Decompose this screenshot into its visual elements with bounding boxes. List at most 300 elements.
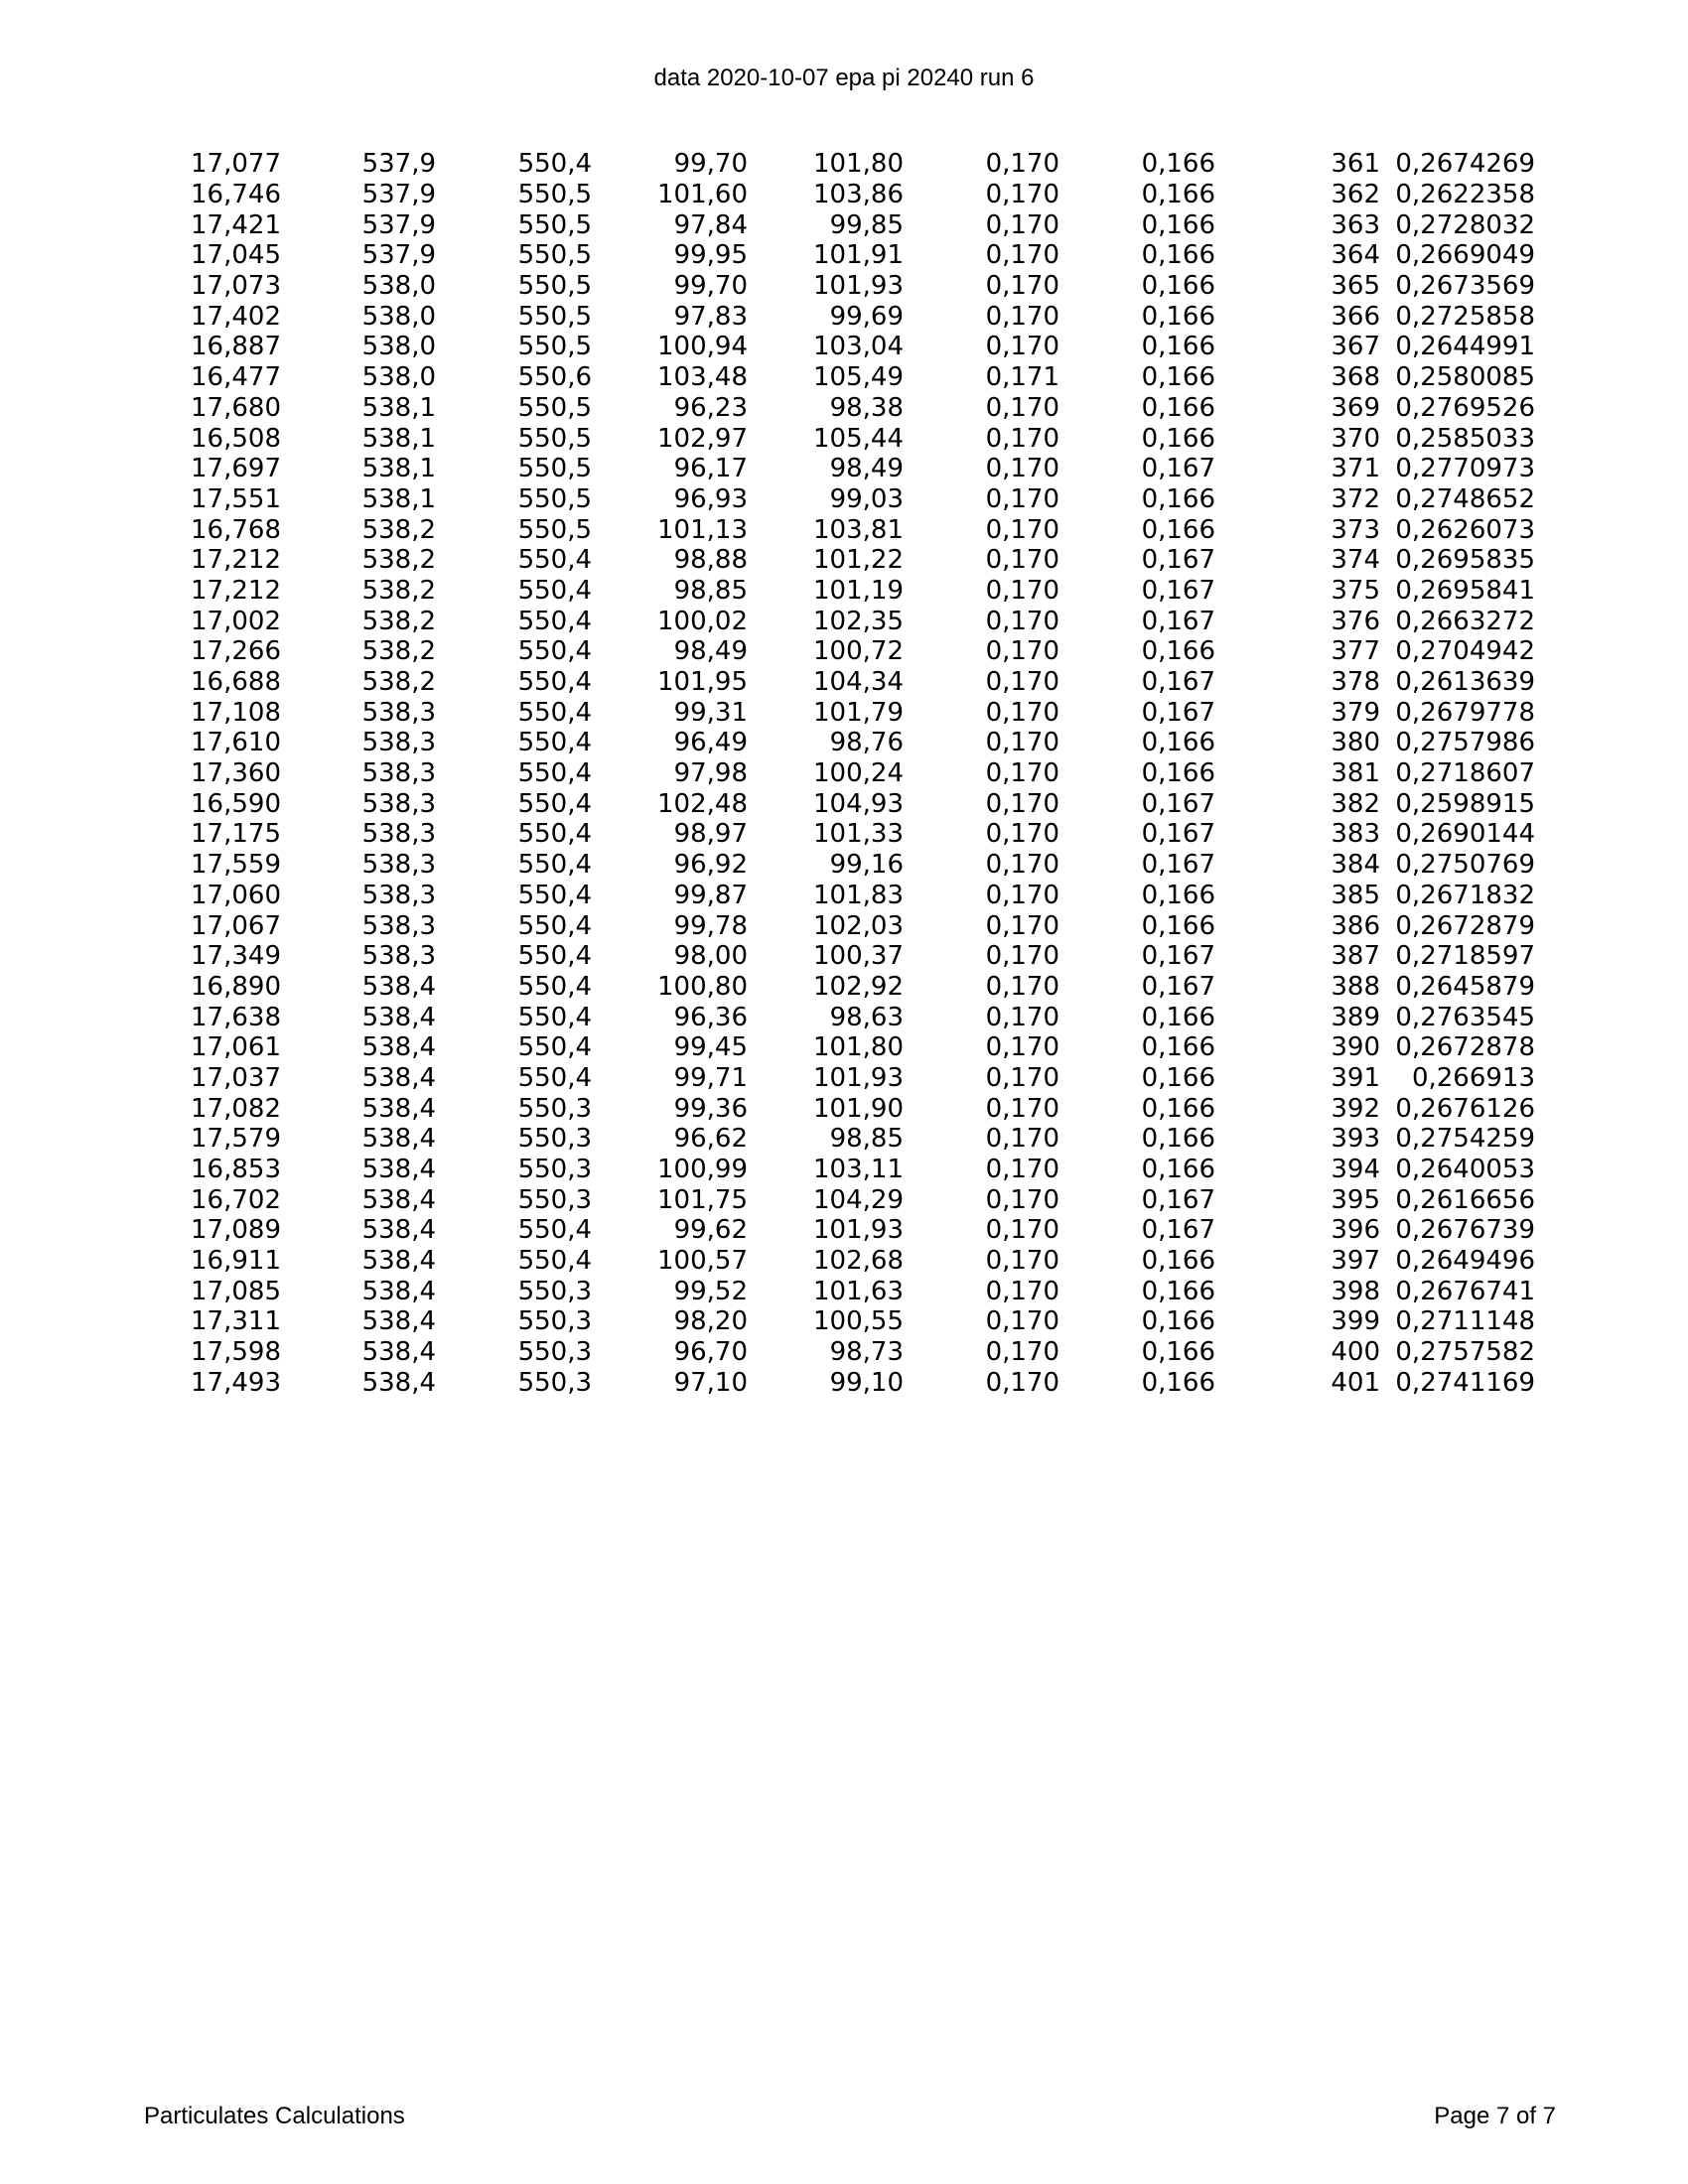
table-cell: 102,03 xyxy=(813,910,904,941)
table-row xyxy=(174,576,1535,607)
table-cell: 0,166 xyxy=(1141,332,1215,362)
table-cell: 393 xyxy=(1331,1124,1380,1155)
table-cell: 96,92 xyxy=(673,850,748,881)
table-cell: 17,559 xyxy=(191,850,281,881)
table-cell: 101,75 xyxy=(657,1184,748,1215)
table-cell: 0,2718607 xyxy=(1395,758,1535,789)
table-cell: 0,170 xyxy=(985,1184,1059,1215)
table-cell: 101,90 xyxy=(813,1093,904,1124)
table-cell: 0,170 xyxy=(985,301,1059,332)
table-cell: 16,853 xyxy=(191,1155,281,1185)
table-cell: 16,508 xyxy=(191,423,281,454)
table-cell: 17,108 xyxy=(191,697,281,728)
table-cell: 17,045 xyxy=(191,240,281,271)
table-row xyxy=(174,697,1535,728)
table-cell: 537,9 xyxy=(361,149,436,180)
table-cell: 0,166 xyxy=(1141,1002,1215,1032)
table-cell: 538,3 xyxy=(361,788,436,819)
table-cell: 99,16 xyxy=(829,850,904,881)
table-cell: 99,10 xyxy=(829,1367,904,1398)
table-cell: 0,2598915 xyxy=(1395,788,1535,819)
table-cell: 0,170 xyxy=(985,636,1059,667)
table-cell: 97,10 xyxy=(673,1367,748,1398)
table-cell: 0,170 xyxy=(985,880,1059,910)
table-cell: 100,37 xyxy=(813,941,904,972)
table-cell: 538,3 xyxy=(361,728,436,758)
table-cell: 0,170 xyxy=(985,209,1059,240)
table-cell: 550,3 xyxy=(517,1155,592,1185)
table-cell: 0,166 xyxy=(1141,483,1215,514)
table-cell: 550,3 xyxy=(517,1093,592,1124)
table-cell: 17,638 xyxy=(191,1002,281,1032)
table-cell: 538,3 xyxy=(361,850,436,881)
table-cell: 0,266913 xyxy=(1411,1062,1535,1093)
table-cell: 103,48 xyxy=(657,362,748,393)
table-cell: 17,360 xyxy=(191,758,281,789)
table-cell: 0,2626073 xyxy=(1395,514,1535,545)
table-cell: 0,166 xyxy=(1141,423,1215,454)
table-cell: 387 xyxy=(1331,941,1380,972)
table-row xyxy=(174,209,1535,240)
table-cell: 0,170 xyxy=(985,332,1059,362)
table-cell: 17,089 xyxy=(191,1215,281,1246)
table-cell: 16,911 xyxy=(191,1246,281,1277)
table-cell: 103,86 xyxy=(813,180,904,210)
table-cell: 0,170 xyxy=(985,667,1059,698)
table-cell: 0,170 xyxy=(985,1215,1059,1246)
table-cell: 96,70 xyxy=(673,1337,748,1368)
table-cell: 369 xyxy=(1331,392,1380,423)
table-row xyxy=(174,180,1535,210)
table-cell: 98,85 xyxy=(673,575,748,606)
table-cell: 0,171 xyxy=(985,362,1059,393)
table-cell: 550,5 xyxy=(517,180,592,210)
table-cell: 0,2754259 xyxy=(1395,1124,1535,1155)
table-cell: 0,167 xyxy=(1141,667,1215,698)
table-cell: 0,167 xyxy=(1141,697,1215,728)
table-cell: 0,170 xyxy=(985,423,1059,454)
table-row xyxy=(174,788,1535,819)
table-cell: 0,170 xyxy=(985,1246,1059,1277)
table-cell: 98,73 xyxy=(829,1337,904,1368)
table-cell: 0,167 xyxy=(1141,971,1215,1002)
table-cell: 0,167 xyxy=(1141,850,1215,881)
table-cell: 96,17 xyxy=(673,454,748,484)
table-cell: 379 xyxy=(1331,697,1380,728)
table-cell: 17,073 xyxy=(191,271,281,302)
table-cell: 0,2644991 xyxy=(1395,332,1535,362)
table-cell: 96,49 xyxy=(673,728,748,758)
table-cell: 0,166 xyxy=(1141,240,1215,271)
table-cell: 538,0 xyxy=(361,362,436,393)
table-cell: 0,166 xyxy=(1141,209,1215,240)
table-cell: 99,87 xyxy=(673,880,748,910)
table-row xyxy=(174,1306,1535,1337)
table-cell: 0,166 xyxy=(1141,1155,1215,1185)
table-cell: 0,170 xyxy=(985,483,1059,514)
table-cell: 99,62 xyxy=(673,1215,748,1246)
table-cell: 0,2616656 xyxy=(1395,1184,1535,1215)
table-cell: 98,85 xyxy=(829,1124,904,1155)
table-cell: 378 xyxy=(1331,667,1380,698)
table-cell: 102,48 xyxy=(657,788,748,819)
table-cell: 103,81 xyxy=(813,514,904,545)
table-cell: 99,31 xyxy=(673,697,748,728)
table-cell: 0,2769526 xyxy=(1395,392,1535,423)
table-cell: 386 xyxy=(1331,910,1380,941)
table-cell: 98,49 xyxy=(673,636,748,667)
table-cell: 98,49 xyxy=(829,454,904,484)
table-cell: 0,170 xyxy=(985,454,1059,484)
table-cell: 538,3 xyxy=(361,941,436,972)
table-cell: 374 xyxy=(1331,545,1380,576)
table-cell: 100,24 xyxy=(813,758,904,789)
table-row xyxy=(174,819,1535,850)
page-header-title: data 2020-10-07 epa pi 20240 run 6 xyxy=(653,65,1035,91)
table-cell: 101,19 xyxy=(813,575,904,606)
table-cell: 550,5 xyxy=(517,454,592,484)
table-row xyxy=(174,1246,1535,1277)
table-cell: 0,166 xyxy=(1141,362,1215,393)
table-cell: 0,167 xyxy=(1141,575,1215,606)
table-cell: 538,3 xyxy=(361,819,436,850)
table-cell: 550,4 xyxy=(517,1032,592,1063)
table-cell: 538,1 xyxy=(361,454,436,484)
table-cell: 0,170 xyxy=(985,728,1059,758)
table-row xyxy=(174,362,1535,393)
table-row xyxy=(174,1215,1535,1246)
table-cell: 385 xyxy=(1331,880,1380,910)
table-cell: 550,5 xyxy=(517,301,592,332)
table-cell: 367 xyxy=(1331,332,1380,362)
table-cell: 0,2671832 xyxy=(1395,880,1535,910)
table-row xyxy=(174,1276,1535,1306)
table-cell: 368 xyxy=(1331,362,1380,393)
table-row xyxy=(174,1368,1535,1399)
table-row xyxy=(174,941,1535,972)
table-cell: 550,4 xyxy=(517,606,592,636)
table-cell: 17,077 xyxy=(191,149,281,180)
table-cell: 538,4 xyxy=(361,1184,436,1215)
table-cell: 550,4 xyxy=(517,1002,592,1032)
table-cell: 0,2640053 xyxy=(1395,1155,1535,1185)
table-cell: 0,170 xyxy=(985,1337,1059,1368)
table-cell: 0,170 xyxy=(985,697,1059,728)
table-cell: 17,598 xyxy=(191,1337,281,1368)
table-cell: 0,170 xyxy=(985,941,1059,972)
table-cell: 17,060 xyxy=(191,880,281,910)
table-cell: 370 xyxy=(1331,423,1380,454)
table-cell: 0,166 xyxy=(1141,301,1215,332)
table-cell: 0,166 xyxy=(1141,728,1215,758)
table-cell: 99,52 xyxy=(673,1276,748,1306)
table-cell: 101,80 xyxy=(813,1032,904,1063)
table-cell: 0,170 xyxy=(985,545,1059,576)
table-cell: 538,4 xyxy=(361,1215,436,1246)
table-cell: 550,4 xyxy=(517,697,592,728)
table-cell: 0,2585033 xyxy=(1395,423,1535,454)
table-cell: 17,402 xyxy=(191,301,281,332)
table-cell: 382 xyxy=(1331,788,1380,819)
table-cell: 550,4 xyxy=(517,758,592,789)
table-cell: 0,2725858 xyxy=(1395,301,1535,332)
table-cell: 550,4 xyxy=(517,1062,592,1093)
table-cell: 0,170 xyxy=(985,1155,1059,1185)
table-cell: 96,23 xyxy=(673,392,748,423)
table-cell: 101,13 xyxy=(657,514,748,545)
table-cell: 550,3 xyxy=(517,1276,592,1306)
table-cell: 98,88 xyxy=(673,545,748,576)
table-cell: 0,166 xyxy=(1141,271,1215,302)
table-cell: 17,212 xyxy=(191,575,281,606)
table-cell: 0,2645879 xyxy=(1395,971,1535,1002)
table-cell: 0,167 xyxy=(1141,454,1215,484)
table-cell: 103,11 xyxy=(813,1155,904,1185)
table-row xyxy=(174,728,1535,758)
table-cell: 373 xyxy=(1331,514,1380,545)
table-cell: 99,70 xyxy=(673,271,748,302)
table-cell: 550,4 xyxy=(517,728,592,758)
table-cell: 538,4 xyxy=(361,1306,436,1337)
table-cell: 390 xyxy=(1331,1032,1380,1063)
table-cell: 99,85 xyxy=(829,209,904,240)
table-cell: 538,4 xyxy=(361,1062,436,1093)
table-cell: 99,70 xyxy=(673,149,748,180)
table-cell: 105,49 xyxy=(813,362,904,393)
table-cell: 550,4 xyxy=(517,575,592,606)
table-cell: 538,2 xyxy=(361,636,436,667)
table-cell: 101,93 xyxy=(813,1215,904,1246)
table-cell: 101,95 xyxy=(657,667,748,698)
table-cell: 0,170 xyxy=(985,1276,1059,1306)
table-cell: 0,166 xyxy=(1141,514,1215,545)
table-cell: 0,167 xyxy=(1141,1215,1215,1246)
table-cell: 538,4 xyxy=(361,1276,436,1306)
table-cell: 99,71 xyxy=(673,1062,748,1093)
table-cell: 550,4 xyxy=(517,667,592,698)
table-cell: 0,166 xyxy=(1141,1276,1215,1306)
table-cell: 371 xyxy=(1331,454,1380,484)
table-cell: 383 xyxy=(1331,819,1380,850)
table-cell: 392 xyxy=(1331,1093,1380,1124)
table-row xyxy=(174,1032,1535,1063)
table-cell: 538,4 xyxy=(361,1032,436,1063)
table-cell: 550,5 xyxy=(517,209,592,240)
table-cell: 550,3 xyxy=(517,1306,592,1337)
table-cell: 0,167 xyxy=(1141,1184,1215,1215)
table-cell: 17,421 xyxy=(191,209,281,240)
table-cell: 0,166 xyxy=(1141,1093,1215,1124)
table-cell: 96,62 xyxy=(673,1124,748,1155)
table-cell: 0,2704942 xyxy=(1395,636,1535,667)
table-cell: 17,037 xyxy=(191,1062,281,1093)
footer-document-name: Particulates Calculations xyxy=(144,2103,405,2129)
table-cell: 101,79 xyxy=(813,697,904,728)
table-cell: 550,4 xyxy=(517,880,592,910)
table-cell: 17,311 xyxy=(191,1306,281,1337)
table-cell: 0,166 xyxy=(1141,1306,1215,1337)
table-cell: 377 xyxy=(1331,636,1380,667)
table-cell: 0,170 xyxy=(985,514,1059,545)
table-cell: 550,5 xyxy=(517,483,592,514)
table-cell: 537,9 xyxy=(361,209,436,240)
table-cell: 372 xyxy=(1331,483,1380,514)
table-cell: 0,166 xyxy=(1141,636,1215,667)
table-cell: 401 xyxy=(1331,1367,1380,1398)
table-cell: 101,93 xyxy=(813,271,904,302)
table-row xyxy=(174,758,1535,789)
table-cell: 17,266 xyxy=(191,636,281,667)
table-cell: 538,0 xyxy=(361,271,436,302)
table-cell: 17,212 xyxy=(191,545,281,576)
table-cell: 538,3 xyxy=(361,697,436,728)
table-cell: 550,4 xyxy=(517,545,592,576)
table-cell: 375 xyxy=(1331,575,1380,606)
table-cell: 0,167 xyxy=(1141,606,1215,636)
table-cell: 538,0 xyxy=(361,332,436,362)
table-cell: 0,2679778 xyxy=(1395,697,1535,728)
table-row xyxy=(174,545,1535,576)
table-cell: 550,4 xyxy=(517,850,592,881)
table-cell: 399 xyxy=(1331,1306,1380,1337)
table-cell: 550,4 xyxy=(517,149,592,180)
table-cell: 99,45 xyxy=(673,1032,748,1063)
table-cell: 550,4 xyxy=(517,971,592,1002)
table-cell: 388 xyxy=(1331,971,1380,1002)
table-cell: 104,93 xyxy=(813,788,904,819)
table-cell: 98,38 xyxy=(829,392,904,423)
table-cell: 550,5 xyxy=(517,240,592,271)
table-cell: 101,91 xyxy=(813,240,904,271)
table-cell: 0,2674269 xyxy=(1395,149,1535,180)
table-cell: 0,2649496 xyxy=(1395,1246,1535,1277)
table-cell: 100,55 xyxy=(813,1306,904,1337)
table-cell: 96,93 xyxy=(673,483,748,514)
table-cell: 96,36 xyxy=(673,1002,748,1032)
table-cell: 17,610 xyxy=(191,728,281,758)
table-cell: 0,2757986 xyxy=(1395,728,1535,758)
table-cell: 0,2673569 xyxy=(1395,271,1535,302)
table-cell: 0,170 xyxy=(985,850,1059,881)
table-row xyxy=(174,1063,1535,1094)
table-cell: 0,170 xyxy=(985,971,1059,1002)
footer-page-number: Page 7 of 7 xyxy=(1434,2103,1556,2129)
table-cell: 17,082 xyxy=(191,1093,281,1124)
table-cell: 395 xyxy=(1331,1184,1380,1215)
table-cell: 0,2676126 xyxy=(1395,1093,1535,1124)
table-cell: 550,3 xyxy=(517,1124,592,1155)
table-cell: 0,2690144 xyxy=(1395,819,1535,850)
table-row xyxy=(174,1155,1535,1185)
table-cell: 0,166 xyxy=(1141,880,1215,910)
table-cell: 0,166 xyxy=(1141,1062,1215,1093)
table-cell: 0,2763545 xyxy=(1395,1002,1535,1032)
table-cell: 363 xyxy=(1331,209,1380,240)
table-cell: 550,4 xyxy=(517,819,592,850)
table-row xyxy=(174,1184,1535,1215)
table-cell: 0,170 xyxy=(985,392,1059,423)
table-cell: 538,3 xyxy=(361,758,436,789)
table-cell: 101,22 xyxy=(813,545,904,576)
table-cell: 538,4 xyxy=(361,1124,436,1155)
table-cell: 400 xyxy=(1331,1337,1380,1368)
table-row xyxy=(174,332,1535,362)
table-cell: 16,768 xyxy=(191,514,281,545)
table-cell: 17,349 xyxy=(191,941,281,972)
table-cell: 538,0 xyxy=(361,301,436,332)
table-row xyxy=(174,423,1535,454)
table-row xyxy=(174,850,1535,881)
table-cell: 0,166 xyxy=(1141,758,1215,789)
table-cell: 0,167 xyxy=(1141,545,1215,576)
table-cell: 97,83 xyxy=(673,301,748,332)
table-cell: 100,02 xyxy=(657,606,748,636)
table-row xyxy=(174,606,1535,636)
table-row xyxy=(174,1002,1535,1032)
table-cell: 550,5 xyxy=(517,392,592,423)
table-cell: 17,579 xyxy=(191,1124,281,1155)
table-cell: 0,170 xyxy=(985,819,1059,850)
table-cell: 366 xyxy=(1331,301,1380,332)
table-cell: 16,590 xyxy=(191,788,281,819)
table-row xyxy=(174,972,1535,1003)
table-cell: 99,95 xyxy=(673,240,748,271)
table-cell: 550,5 xyxy=(517,271,592,302)
table-cell: 0,170 xyxy=(985,606,1059,636)
table-cell: 101,80 xyxy=(813,149,904,180)
table-cell: 17,551 xyxy=(191,483,281,514)
table-cell: 538,4 xyxy=(361,1002,436,1032)
table-cell: 17,002 xyxy=(191,606,281,636)
table-row xyxy=(174,667,1535,698)
table-cell: 97,84 xyxy=(673,209,748,240)
table-cell: 100,57 xyxy=(657,1246,748,1277)
table-cell: 550,6 xyxy=(517,362,592,393)
table-cell: 0,2672879 xyxy=(1395,910,1535,941)
table-cell: 0,170 xyxy=(985,1062,1059,1093)
table-cell: 17,493 xyxy=(191,1367,281,1398)
table-cell: 17,680 xyxy=(191,392,281,423)
table-cell: 100,80 xyxy=(657,971,748,1002)
table-cell: 0,2676739 xyxy=(1395,1215,1535,1246)
table-cell: 538,1 xyxy=(361,392,436,423)
table-cell: 99,36 xyxy=(673,1093,748,1124)
table-row xyxy=(174,149,1535,180)
table-row xyxy=(174,1337,1535,1368)
table-cell: 0,170 xyxy=(985,1032,1059,1063)
table-cell: 550,4 xyxy=(517,788,592,819)
table-cell: 101,93 xyxy=(813,1062,904,1093)
data-table xyxy=(174,149,1535,1398)
table-cell: 0,2711148 xyxy=(1395,1306,1535,1337)
table-cell: 538,2 xyxy=(361,606,436,636)
table-cell: 0,170 xyxy=(985,240,1059,271)
table-cell: 0,167 xyxy=(1141,788,1215,819)
table-cell: 99,78 xyxy=(673,910,748,941)
table-cell: 362 xyxy=(1331,180,1380,210)
table-cell: 102,92 xyxy=(813,971,904,1002)
table-cell: 16,477 xyxy=(191,362,281,393)
table-cell: 0,170 xyxy=(985,910,1059,941)
table-cell: 550,5 xyxy=(517,423,592,454)
table-cell: 0,170 xyxy=(985,575,1059,606)
table-cell: 0,170 xyxy=(985,1306,1059,1337)
table-cell: 384 xyxy=(1331,850,1380,881)
table-cell: 0,2669049 xyxy=(1395,240,1535,271)
table-cell: 104,29 xyxy=(813,1184,904,1215)
table-row xyxy=(174,271,1535,302)
table-cell: 550,4 xyxy=(517,636,592,667)
